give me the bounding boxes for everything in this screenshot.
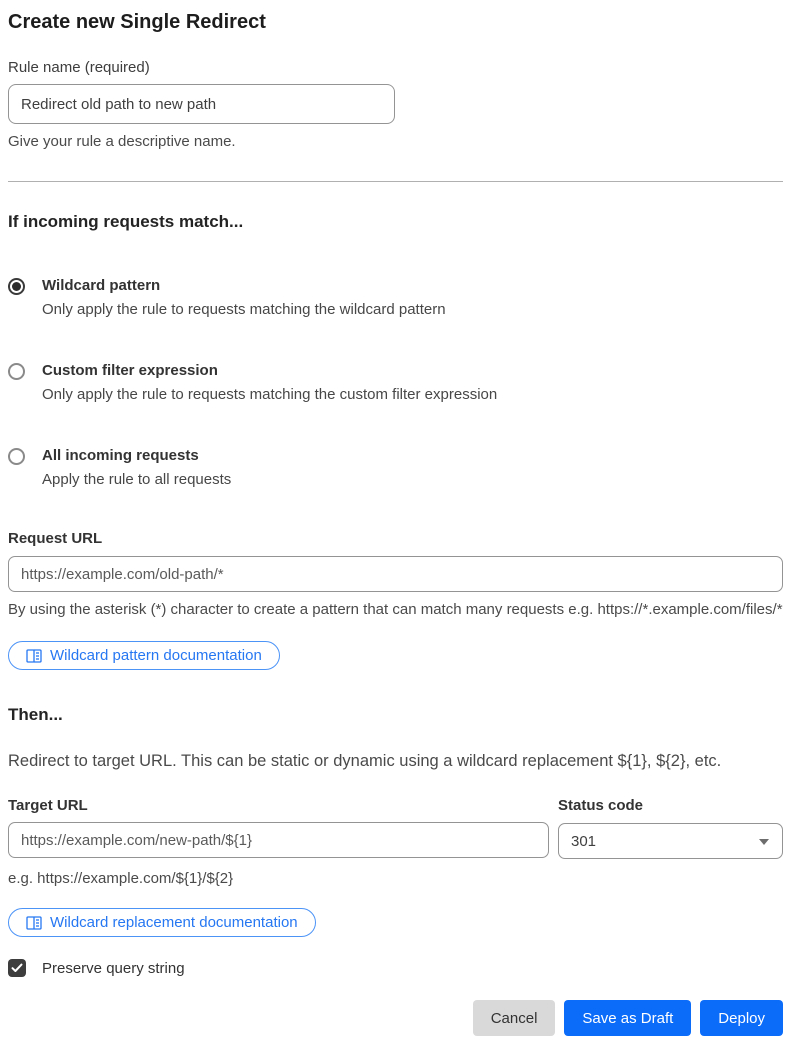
rule-name-help: Give your rule a descriptive name. (8, 133, 236, 150)
status-code-label: Status code (558, 797, 644, 814)
rule-name-label: Rule name (required) (8, 59, 150, 76)
footer-actions (8, 1000, 783, 1036)
checkbox-checked-icon[interactable] (8, 959, 26, 977)
radio-description: Apply the rule to all requests (42, 471, 232, 488)
cancel-button[interactable]: Cancel (473, 1000, 556, 1036)
match-type-radio-group (8, 277, 783, 489)
rule-name-input[interactable] (8, 84, 395, 124)
status-code-select[interactable] (558, 823, 783, 859)
save-as-draft-button[interactable]: Save as Draft (564, 1000, 691, 1036)
request-url-block (8, 530, 783, 670)
radio-label: All incoming requests (42, 447, 199, 464)
doc-button-label: Wildcard replacement documentation (50, 914, 298, 931)
target-url-label: Target URL (8, 797, 88, 814)
target-url-help: e.g. https://example.com/${1}/${2} (8, 870, 234, 887)
request-url-input[interactable] (8, 556, 783, 592)
then-section-heading: Then... (8, 705, 63, 724)
radio-button-icon[interactable] (8, 448, 25, 465)
wildcard-pattern-documentation-button[interactable] (8, 641, 280, 670)
wildcard-replacement-documentation-button[interactable] (8, 908, 316, 937)
request-url-label: Request URL (8, 530, 103, 547)
radio-button-icon[interactable] (8, 363, 25, 380)
radio-description: Only apply the rule to requests matching the wildcard pattern (42, 301, 446, 318)
radio-label: Wildcard pattern (42, 277, 161, 294)
radio-option-custom-filter-expression[interactable] (8, 362, 783, 404)
deploy-button[interactable]: Deploy (700, 1000, 783, 1036)
page-title: Create new Single Redirect (8, 11, 266, 33)
doc-button-label: Wildcard pattern documentation (50, 647, 262, 664)
section-divider (8, 181, 783, 182)
open-book-icon (26, 916, 42, 930)
preserve-query-string-label: Preserve query string (42, 959, 185, 977)
status-code-value: 301 (571, 832, 597, 850)
chevron-down-icon (759, 839, 769, 845)
radio-description: Only apply the rule to requests matching the custom filter expression (42, 386, 498, 403)
radio-button-icon[interactable] (8, 278, 25, 295)
radio-option-wildcard-pattern[interactable] (8, 277, 783, 319)
radio-option-all-incoming-requests[interactable] (8, 447, 783, 489)
radio-label: Custom filter expression (42, 362, 218, 379)
open-book-icon (26, 649, 42, 663)
then-section-description: Redirect to target URL. This can be static or dynamic using a wildcard replacement ${1}, ${2}, etc. (8, 752, 722, 770)
match-section-heading: If incoming requests match... (8, 212, 244, 231)
target-row (8, 797, 783, 859)
preserve-query-string-row[interactable] (8, 959, 783, 977)
request-url-help: By using the asterisk (*) character to create a pattern that can match many requests e.g. https://*.example.com/files/* (8, 601, 783, 618)
target-url-input[interactable] (8, 822, 549, 858)
